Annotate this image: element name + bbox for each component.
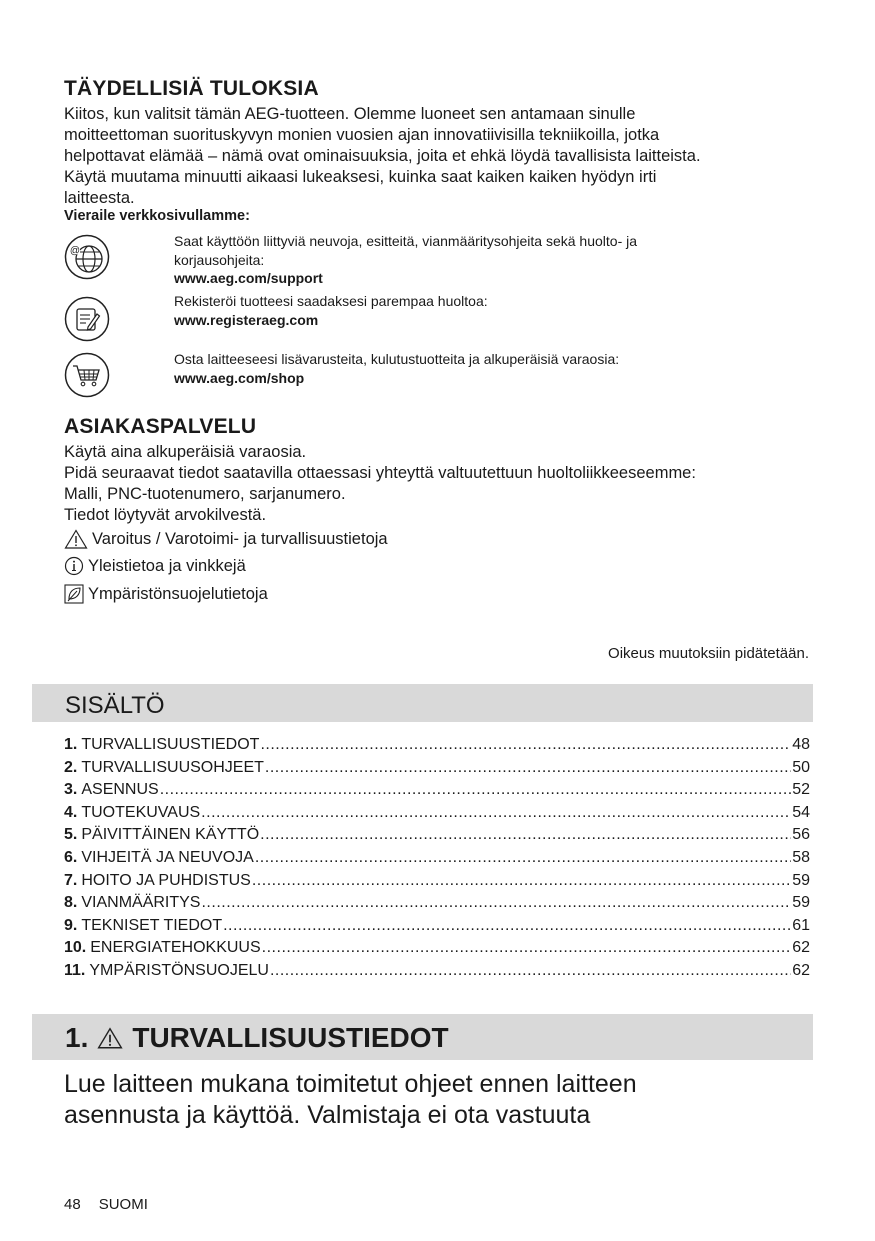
toc-item[interactable] bbox=[64, 870, 810, 893]
toc-title: TURVALLISUUSOHJEET bbox=[81, 758, 264, 776]
info-circle-icon bbox=[64, 556, 84, 576]
toc-page: 59 bbox=[792, 894, 810, 912]
toc-item[interactable] bbox=[64, 847, 810, 870]
legend-environment bbox=[64, 584, 268, 604]
legend-warning bbox=[64, 529, 388, 549]
toc-page: 56 bbox=[792, 826, 810, 844]
toc-page: 50 bbox=[792, 758, 810, 776]
toc-page: 52 bbox=[792, 781, 810, 799]
toc-leader bbox=[260, 824, 791, 847]
toc-leader bbox=[260, 734, 791, 757]
toc-leader bbox=[223, 915, 791, 938]
shop-row bbox=[64, 350, 784, 406]
toc-title: TURVALLISUUSTIEDOT bbox=[81, 736, 260, 753]
toc-item[interactable] bbox=[64, 802, 810, 825]
toc-page: 62 bbox=[792, 961, 810, 979]
shop-link[interactable]: www.aeg.com/shop bbox=[174, 369, 305, 386]
toc-item[interactable] bbox=[64, 892, 810, 915]
intro-title: TÄYDELLISIÄ TULOKSIA bbox=[64, 77, 319, 100]
toc-page: 59 bbox=[792, 871, 810, 889]
toc-item[interactable] bbox=[64, 779, 810, 802]
page-footer bbox=[64, 1196, 148, 1213]
toc-number: 2. bbox=[64, 758, 78, 776]
safety-header-band bbox=[32, 1014, 813, 1060]
toc-leader bbox=[252, 870, 791, 893]
shop-text: Osta laitteeseesi lisävarusteita, kulutustuotteita ja alkuperäisiä varaosia: bbox=[174, 351, 620, 367]
register-link[interactable]: www.registeraeg.com bbox=[174, 311, 319, 328]
toc-title: HOITO JA PUHDISTUS bbox=[81, 871, 251, 889]
service-line: Pidä seuraavat tiedot saatavilla ottaessasi yhteyttä valtuutettuun huoltoliikkeeseemme: bbox=[64, 464, 696, 482]
intro-paragraph bbox=[64, 104, 824, 209]
toc-title: TUOTEKUVAUS bbox=[81, 803, 201, 821]
toc-item[interactable] bbox=[64, 937, 810, 960]
toc-page: 62 bbox=[792, 939, 810, 957]
toc-title: PÄIVITTÄINEN KÄYTTÖ bbox=[81, 826, 260, 844]
table-of-contents bbox=[64, 734, 810, 983]
toc-leader bbox=[255, 847, 791, 870]
service-line: Malli, PNC-tuotenumero, sarjanumero. bbox=[64, 485, 346, 503]
register-notepad-icon bbox=[64, 296, 110, 342]
visit-label: Vieraile verkkosivullamme: bbox=[64, 208, 250, 224]
toc-leader bbox=[201, 892, 791, 915]
toc-number: 3. bbox=[64, 781, 78, 799]
safety-title: TURVALLISUUSTIEDOT bbox=[132, 1022, 449, 1053]
toc-title: YMPÄRISTÖNSUOJELU bbox=[89, 961, 269, 979]
contents-heading: SISÄLTÖ bbox=[65, 692, 165, 719]
intro-line: helpottavat elämää – nämä ovat ominaisuuksia, joita et ehkä löydä tavallisista laitteista. bbox=[64, 147, 701, 165]
legend-info bbox=[64, 556, 246, 576]
environment-leaf-icon bbox=[64, 584, 84, 604]
safety-heading bbox=[65, 1022, 449, 1054]
toc-leader bbox=[262, 937, 792, 960]
toc-leader bbox=[201, 802, 791, 825]
page-number: 48 bbox=[64, 1196, 81, 1213]
toc-number: 8. bbox=[64, 894, 78, 912]
toc-item[interactable] bbox=[64, 824, 810, 847]
toc-title: ASENNUS bbox=[81, 781, 159, 799]
web-globe-icon bbox=[64, 234, 110, 280]
toc-number: 1. bbox=[64, 736, 78, 753]
toc-item[interactable] bbox=[64, 757, 810, 780]
toc-item[interactable] bbox=[64, 960, 810, 983]
toc-page: 48 bbox=[792, 736, 810, 753]
toc-number: 5. bbox=[64, 826, 78, 844]
service-line: Käytä aina alkuperäisiä varaosia. bbox=[64, 443, 307, 461]
support-row bbox=[64, 232, 784, 292]
toc-number: 6. bbox=[64, 848, 78, 866]
service-paragraph bbox=[64, 442, 834, 526]
contents-header-band bbox=[32, 684, 813, 722]
toc-number: 9. bbox=[64, 916, 78, 934]
toc-leader bbox=[265, 757, 791, 780]
disclaimer: Oikeus muutoksiin pidätetään. bbox=[608, 645, 809, 662]
toc-page: 61 bbox=[792, 916, 810, 934]
intro-line: moitteettoman suorituskyvyn monien vuosien ajan innovatiivisilla tekniikoilla, jotka bbox=[64, 126, 660, 144]
toc-number: 11. bbox=[64, 961, 86, 979]
support-link[interactable]: www.aeg.com/support bbox=[174, 270, 323, 286]
toc-page: 54 bbox=[792, 803, 810, 821]
warning-triangle-icon bbox=[64, 529, 88, 549]
toc-number: 7. bbox=[64, 871, 78, 889]
shopping-cart-icon bbox=[64, 352, 110, 398]
legend-info-label: Yleistietoa ja vinkkejä bbox=[88, 556, 246, 575]
service-title: ASIAKASPALVELU bbox=[64, 415, 257, 438]
register-text: Rekisteröi tuotteesi saadaksesi parempaa huoltoa: bbox=[174, 293, 488, 309]
intro-line: Käytä muutama minuutti aikaasi lukeaksesi, kuinka saat kaiken kaiken hyödyn irti bbox=[64, 168, 657, 186]
safety-intro bbox=[64, 1069, 824, 1131]
legend-warning-label: Varoitus / Varotoimi- ja turvallisuustietoja bbox=[92, 529, 388, 548]
support-text: Saat käyttöön liittyviä neuvoja, esitteitä, vianmääritysohjeita sekä huolto- ja bbox=[174, 233, 638, 249]
legend-environment-label: Ympäristönsuojelutietoja bbox=[88, 584, 268, 603]
toc-item[interactable] bbox=[64, 915, 810, 938]
toc-item[interactable] bbox=[64, 734, 810, 757]
toc-title: TEKNISET TIEDOT bbox=[81, 916, 223, 934]
toc-number: 10. bbox=[64, 939, 87, 957]
intro-line: laitteesta. bbox=[64, 189, 135, 207]
toc-title: VIANMÄÄRITYS bbox=[81, 894, 201, 912]
warning-triangle-icon bbox=[97, 1027, 123, 1049]
toc-leader bbox=[270, 960, 791, 983]
register-row bbox=[64, 292, 784, 348]
footer-language: SUOMI bbox=[98, 1196, 148, 1213]
toc-title: VIHJEITÄ JA NEUVOJA bbox=[81, 848, 254, 866]
toc-leader bbox=[160, 779, 792, 802]
safety-intro-line: Lue laitteen mukana toimitetut ohjeet ennen laitteen bbox=[64, 1070, 637, 1098]
service-line: Tiedot löytyvät arvokilvestä. bbox=[64, 506, 267, 524]
toc-page: 58 bbox=[792, 848, 810, 866]
toc-title: ENERGIATEHOKKUUS bbox=[90, 939, 261, 957]
toc-number: 4. bbox=[64, 803, 78, 821]
svg-text:@: @ bbox=[69, 245, 81, 257]
safety-intro-line: asennusta ja käyttöä. Valmistaja ei ota vastuuta bbox=[64, 1101, 591, 1129]
intro-line: Kiitos, kun valitsit tämän AEG-tuotteen. Olemme luoneet sen antamaan sinulle bbox=[64, 105, 636, 123]
support-text: korjausohjeita: bbox=[174, 251, 265, 268]
safety-number: 1. bbox=[65, 1022, 89, 1053]
